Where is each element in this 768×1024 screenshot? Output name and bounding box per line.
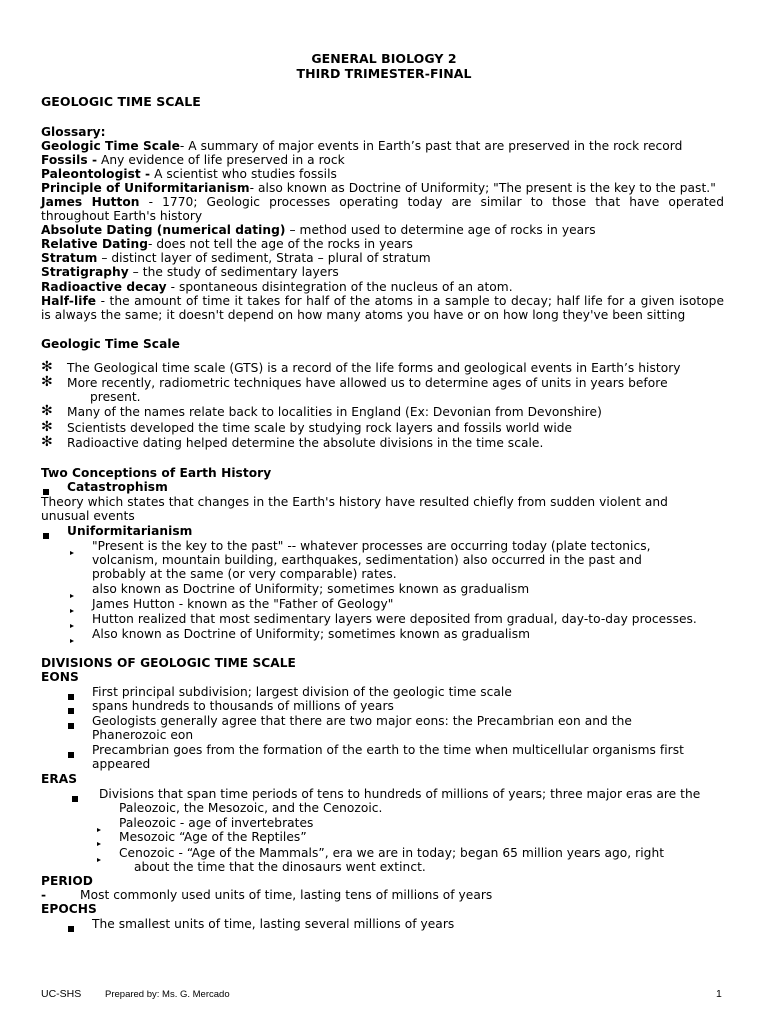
epochs-label: EPOCHS	[41, 902, 97, 916]
footer-school: UC-SHS	[41, 988, 82, 1000]
document-subtitle: THIRD TRIMESTER-FINAL	[296, 66, 472, 81]
glossary-item: Stratum – distinct layer of sediment, Strata – plural of stratum	[41, 251, 431, 265]
gts-heading: Geologic Time Scale	[41, 337, 180, 351]
triangle-bullet-icon	[70, 602, 74, 616]
footer-prepared-by: Prepared by: Ms. G. Mercado	[105, 989, 230, 1000]
asterisk-bullet-icon: ✻	[41, 419, 53, 435]
uniformitarianism-point: "Present is the key to the past" -- whatever processes are occurring today (plate tectonics,	[92, 539, 651, 553]
conceptions-heading: Two Conceptions of Earth History	[41, 466, 272, 480]
epochs-point: The smallest units of time, lasting several millions of years	[92, 917, 455, 931]
eras-point: Divisions that span time periods of tens to hundreds of millions of years; three major eras are the	[99, 787, 701, 801]
square-bullet-icon	[43, 528, 49, 542]
square-bullet-icon	[68, 689, 74, 703]
glossary-item: Fossils - Any evidence of life preserved in a rock	[41, 153, 345, 167]
glossary-item: James Hutton - 1770; Geologic processes operating today are similar to those that have operated	[41, 195, 725, 209]
eons-point-continued: Phanerozoic eon	[92, 728, 194, 742]
square-bullet-icon	[68, 747, 74, 761]
eons-point: Geologists generally agree that there are two major eons: the Precambrian eon and the	[92, 714, 632, 728]
uniformitarianism-point-continued: volcanism, mountain building, earthquakes, sedimentation) also occurred in the past and	[92, 553, 642, 567]
triangle-bullet-icon	[70, 617, 74, 631]
catastrophism-text: Theory which states that changes in the Earth's history have resulted chiefly from sudden violent and	[41, 495, 668, 509]
divisions-heading: DIVISIONS OF GEOLOGIC TIME SCALE	[41, 656, 296, 670]
square-bullet-icon	[68, 718, 74, 732]
square-bullet-icon	[68, 703, 74, 717]
eons-point: spans hundreds to thousands of millions of years	[92, 699, 394, 713]
catastrophism-label: Catastrophism	[67, 480, 168, 494]
uniformitarianism-point: also known as Doctrine of Uniformity; sometimes known as gradualism	[92, 582, 530, 596]
square-bullet-icon	[68, 921, 74, 935]
gts-bullet-continued: present.	[90, 390, 141, 404]
asterisk-bullet-icon: ✻	[41, 359, 53, 375]
eons-point-continued: appeared	[92, 757, 151, 771]
eons-label: EONS	[41, 670, 79, 684]
glossary-item: Stratigraphy – the study of sedimentary layers	[41, 265, 339, 279]
era-item: Cenozoic - “Age of the Mammals”, era we are in today; began 65 million years ago, right	[119, 846, 665, 860]
period-point: Most commonly used units of time, lasting tens of millions of years	[80, 888, 493, 902]
triangle-bullet-icon	[97, 851, 101, 865]
uniformitarianism-point: Hutton realized that most sedimentary layers were deposited from gradual, day-to-day processes.	[92, 612, 697, 626]
eras-label: ERAS	[41, 772, 78, 786]
footer-page-number: 1	[716, 988, 722, 1000]
glossary-item: Half-life - the amount of time it takes for half of the atoms in a sample to decay; half life for a given isotope	[41, 294, 724, 308]
glossary-item: Relative Dating- does not tell the age of the rocks in years	[41, 237, 413, 251]
era-item: Paleozoic - age of invertebrates	[119, 816, 314, 830]
eons-point: Precambrian goes from the formation of the earth to the time when multicellular organisms first	[92, 743, 684, 757]
section-title: GEOLOGIC TIME SCALE	[41, 94, 201, 109]
eras-point-continued: Paleozoic, the Mesozoic, and the Cenozoic.	[119, 801, 383, 815]
eons-point: First principal subdivision; largest division of the geologic time scale	[92, 685, 512, 699]
triangle-bullet-icon	[97, 821, 101, 835]
gts-bullet: Many of the names relate back to localities in England (Ex: Devonian from Devonshire)	[67, 405, 602, 419]
gts-bullet: Radioactive dating helped determine the absolute divisions in the time scale.	[67, 436, 544, 450]
uniformitarianism-point-continued: probably at the same (or very comparable) rates.	[92, 567, 397, 581]
glossary-item: Radioactive decay - spontaneous disintegration of the nucleus of an atom.	[41, 280, 513, 294]
square-bullet-icon	[72, 791, 78, 805]
glossary-item: Absolute Dating (numerical dating) – method used to determine age of rocks in years	[41, 223, 596, 237]
uniformitarianism-point: James Hutton - known as the "Father of Geology"	[92, 597, 394, 611]
gts-bullet: More recently, radiometric techniques have allowed us to determine ages of units in years before	[67, 376, 668, 390]
glossary-item: Paleontologist - A scientist who studies fossils	[41, 167, 337, 181]
asterisk-bullet-icon: ✻	[41, 434, 53, 450]
document-title: GENERAL BIOLOGY 2	[311, 51, 457, 66]
era-item-continued: about the time that the dinosaurs went extinct.	[134, 860, 426, 874]
glossary-heading: Glossary:	[41, 125, 106, 139]
uniformitarianism-label: Uniformitarianism	[67, 524, 193, 538]
asterisk-bullet-icon: ✻	[41, 374, 53, 390]
asterisk-bullet-icon: ✻	[41, 403, 53, 419]
period-bullet: -	[41, 888, 47, 902]
gts-bullet: Scientists developed the time scale by studying rock layers and fossils world wide	[67, 421, 573, 435]
glossary-item-continued: throughout Earth's history	[41, 209, 203, 223]
gts-bullet: The Geological time scale (GTS) is a record of the life forms and geological events in Earth’s history	[67, 361, 681, 375]
triangle-bullet-icon	[97, 835, 101, 849]
catastrophism-text-continued: unusual events	[41, 509, 135, 523]
glossary-item-continued: is always the same; it doesn't depend on how many atoms you have or on how long they've been sitting	[41, 308, 686, 322]
triangle-bullet-icon	[70, 587, 74, 601]
triangle-bullet-icon	[70, 544, 74, 558]
uniformitarianism-point: Also known as Doctrine of Uniformity; sometimes known as gradualism	[92, 627, 531, 641]
glossary-item: Principle of Uniformitarianism- also known as Doctrine of Uniformity; "The present is the key to the past."	[41, 181, 716, 195]
era-item: Mesozoic “Age of the Reptiles”	[119, 830, 307, 844]
triangle-bullet-icon	[70, 632, 74, 646]
glossary-item: Geologic Time Scale- A summary of major events in Earth’s past that are preserved in the rock record	[41, 139, 683, 153]
period-label: PERIOD	[41, 874, 93, 888]
